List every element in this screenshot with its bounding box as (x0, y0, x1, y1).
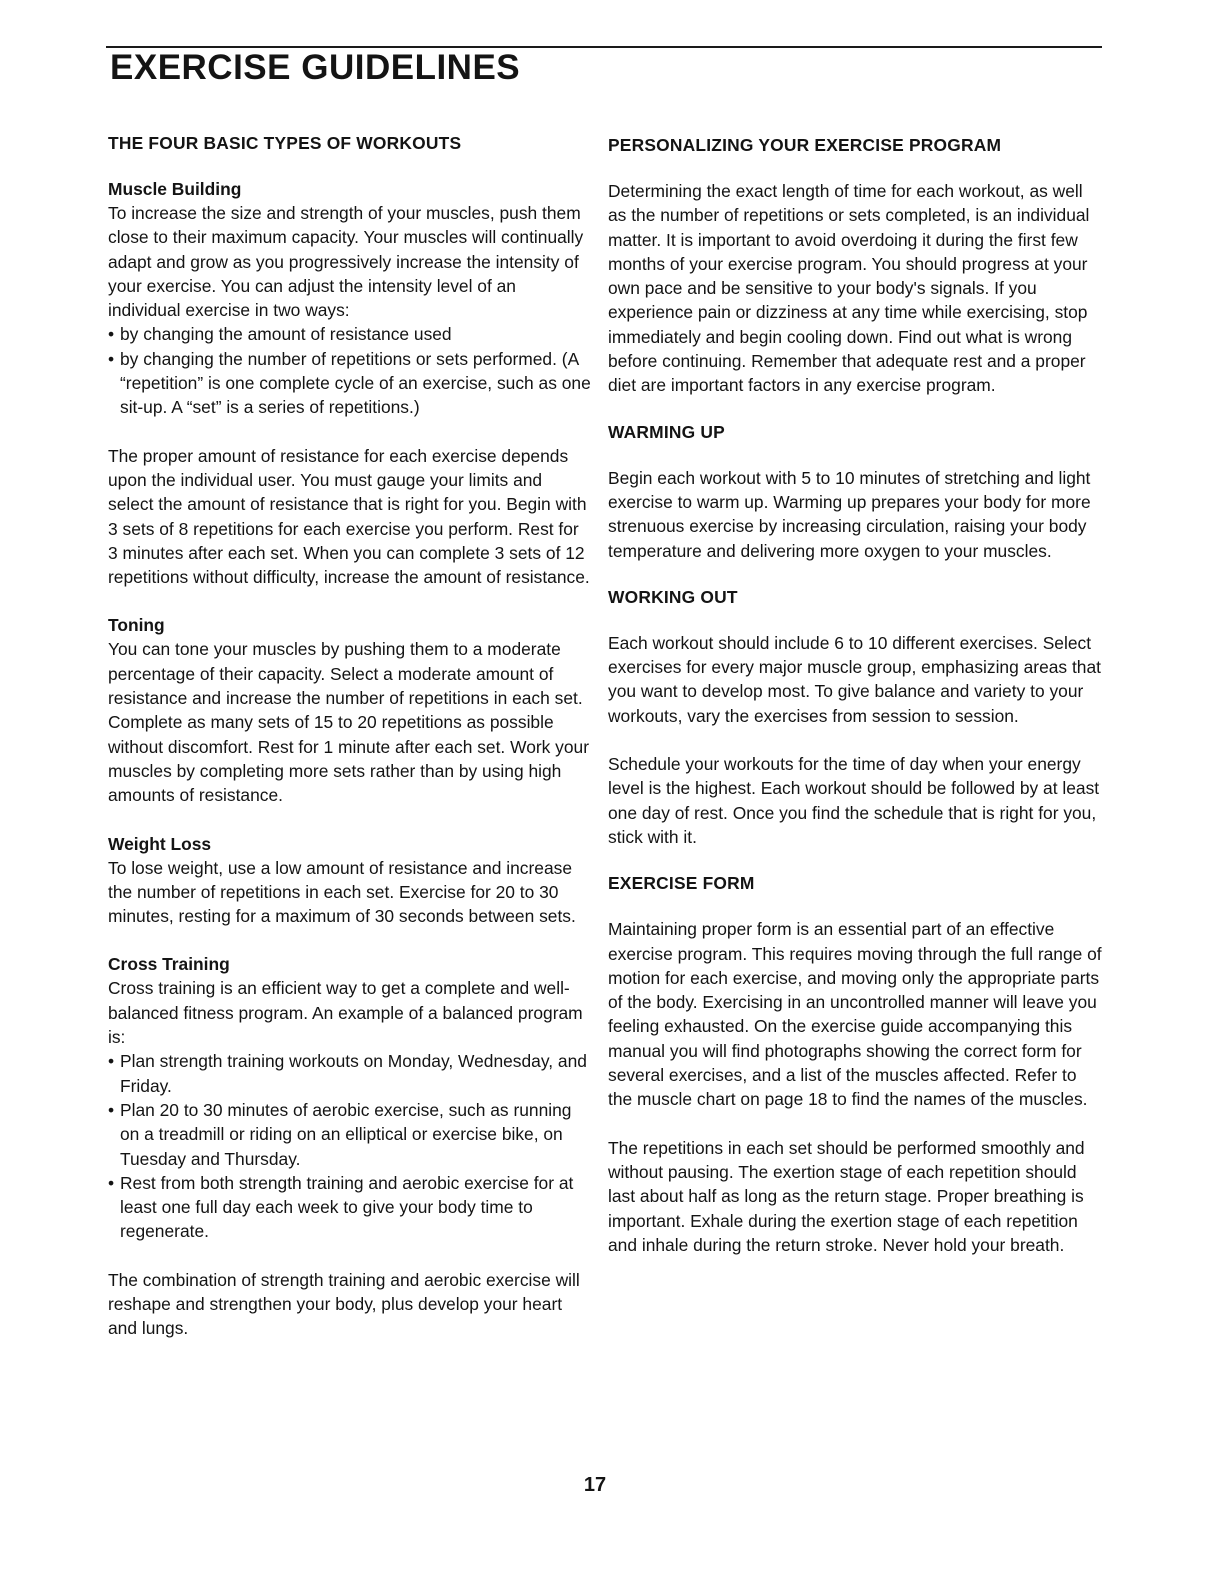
working-out-body-2: Schedule your workouts for the time of day when your energy level is the highest. Each workout should be followed by at least one day of rest. Once you find the schedule that is right for you, stick with it. (608, 754, 1100, 847)
muscle-building-bullets (108, 322, 592, 419)
working-out-heading: WORKING OUT (608, 586, 738, 607)
exercise-form-heading: EXERCISE FORM (608, 873, 755, 894)
cross-training-intro: Cross training is an efficient way to get a complete and well-balanced fitness program. An example of a balanced program is: (108, 978, 583, 1048)
bullet-item: • by changing the number of repetitions or sets performed. (A “repetition” is one complete cycle of an exercise, such as one sit-up. A “set” is a series of repetitions.) (108, 347, 592, 420)
toning-section (108, 613, 592, 807)
four-types-heading: THE FOUR BASIC TYPES OF WORKOUTS (108, 133, 462, 153)
right-column (608, 133, 1104, 1257)
cross-training-section (108, 952, 592, 1340)
bullet-item: • Rest from both strength training and aerobic exercise for at least one full day each week to give your body time to regenerate. (108, 1171, 592, 1244)
left-column (108, 131, 592, 1341)
warming-up-body: Begin each workout with 5 to 10 minutes of stretching and light exercise to warm up. Warming up prepares your body for more strenuous exercise by increasing circulation, raising your body temperature and delivering more oxygen to your muscles. (608, 467, 1091, 561)
warming-up-section (608, 420, 1104, 563)
muscle-building-intro: To increase the size and strength of your muscles, push them close to their maximum capacity. Your muscles will continually adapt and grow as you progressively increase the intensity of your exercise. You can adjust the intensity level of an individual exercise in two ways: (108, 203, 584, 321)
muscle-building-title: Muscle Building (108, 179, 242, 199)
muscle-building-section (108, 177, 592, 589)
personalizing-heading: PERSONALIZING YOUR EXERCISE PROGRAM (608, 135, 1002, 155)
cross-training-title: Cross Training (108, 954, 230, 975)
exercise-form-section (608, 871, 1104, 1257)
personalizing-body: Determining the exact length of time for each workout, as well as the number of repetitions or sets completed, is an individual matter. It is important to avoid overdoing it during the first few months of your exercise program. You should progress at your own pace and be sensitive to your body's signals. If you experience pain or dizziness at any time while exercising, stop immediately and begin cooling down. Find out what is wrong before continuing. Remember that adequate rest and a proper diet are important factors in any exercise program. (608, 181, 1090, 396)
personalizing-section (608, 133, 1104, 398)
warming-up-heading: WARMING UP (608, 421, 725, 442)
page-number: 17 (583, 1474, 607, 1496)
toning-title: Toning (108, 615, 165, 636)
muscle-building-body: The proper amount of resistance for each exercise depends upon the individual user. You must gauge your limits and select the amount of resistance that is right for you. Begin with 3 sets of 8 repetitions for each exercise you perform. Rest for 3 minutes after each set. When you can complete 3 sets of 12 repetitions without difficulty, increase the amount of resistance. (108, 445, 590, 588)
weight-loss-body: To lose weight, use a low amount of resistance and increase the number of repetitions in each set. Exercise for 20 to 30 minutes, resting for a maximum of 30 seconds between sets. (108, 857, 576, 927)
cross-training-bullets (108, 1049, 592, 1243)
page-title: EXERCISE GUIDELINES (110, 48, 521, 87)
cross-training-closing: The combination of strength training and aerobic exercise will reshape and strengthen your body, plus develop your heart and lungs. (108, 1269, 580, 1339)
exercise-form-body-2: The repetitions in each set should be performed smoothly and without pausing. The exertion stage of each repetition should last about half as long as the return stage. Proper breathing is important. Exhale during the exertion stage of each repetition and inhale during the return stroke. Never hold your breath. (608, 1137, 1085, 1255)
toning-body: You can tone your muscles by pushing them to a moderate percentage of their capacity. Select a moderate amount of resistance and increase the number of repetitions in each set. Complete as many sets of 15 to 20 repetitions as possible without discomfort. Rest for 1 minute after each set. Work your muscles by completing more sets rather than by using high amounts of resistance. (108, 639, 590, 806)
working-out-body-1: Each workout should include 6 to 10 different exercises. Select exercises for every major muscle group, emphasizing areas that you want to develop most. To give balance and variety to your workouts, vary the exercises from session to session. (608, 632, 1101, 726)
bullet-item: • Plan strength training workouts on Monday, Wednesday, and Friday. (108, 1049, 592, 1098)
exercise-form-body-1: Maintaining proper form is an essential part of an effective exercise program. This requires moving through the full range of motion for each exercise, and moving only the appropriate parts of the body. Exercising in an uncontrolled manner will leave you feeling exhausted. On the exercise guide accompanying this manual you will find photographs showing the correct form for several exercises, and a list of the muscles affected. Refer to the muscle chart on page 18 to find the names of the muscles. (608, 919, 1102, 1110)
bullet-item: • by changing the amount of resistance used (108, 322, 592, 346)
weight-loss-title: Weight Loss (108, 833, 212, 854)
working-out-section (608, 585, 1104, 849)
weight-loss-section (108, 832, 592, 929)
bullet-item: • Plan 20 to 30 minutes of aerobic exercise, such as running on a treadmill or riding on an elliptical or exercise bike, on Tuesday and Thursday. (108, 1098, 592, 1171)
